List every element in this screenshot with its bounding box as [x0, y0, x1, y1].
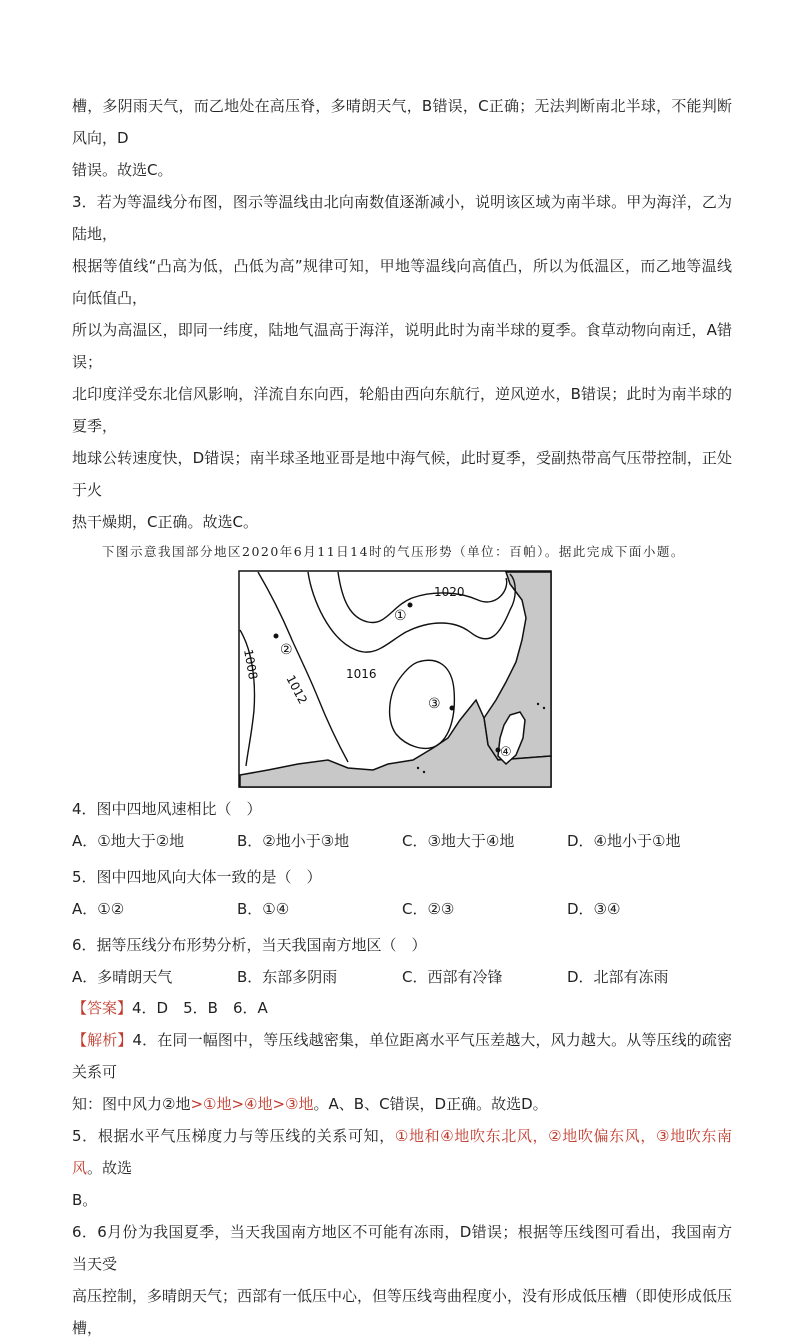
analysis-4-text-2a: 知：图中风力②地 [72, 1095, 191, 1113]
question-5-options [72, 894, 732, 924]
analysis-5-text-a: 5．根据水平气压梯度力与等压线的关系可知， [72, 1127, 395, 1145]
analysis-3-line-2: 根据等值线“凸高为低，凸低为高”规律可知，甲地等温线向高值凸，所以为低温区，而乙地等温线向低值凸， [72, 257, 732, 307]
analysis-4-line-1 [72, 1024, 732, 1088]
q6-option-d: D．北部有冻雨 [567, 968, 669, 986]
q4-option-a: A．①地大于②地 [72, 832, 185, 850]
q4-option-b: B．②地小于③地 [237, 832, 350, 850]
q6-option-b: B．东部多阴雨 [237, 968, 338, 986]
q5-option-a: A．①② [72, 900, 125, 918]
question-4-stem: 4．图中四地风速相比（ ） [72, 800, 262, 818]
answer-line [72, 992, 732, 1024]
analysis-tag: 【解析】 [72, 1031, 133, 1049]
question-4-options [72, 826, 732, 856]
point-2-label: ② [280, 642, 293, 658]
prev-analysis-line-1: 槽，多阴雨天气，而乙地处在高压脊，多晴朗天气，B错误，C正确；无法判断南北半球，不能判断风向，D [72, 97, 732, 147]
analysis-5-text-c: 。故选 [87, 1159, 133, 1177]
prev-analysis-line-2: 错误。故选C。 [72, 161, 173, 179]
point-3-label: ③ [428, 696, 441, 712]
analysis-3-line-3: 所以为高温区，即同一纬度，陆地气温高于海洋，说明此时为南半球的夏季。食草动物向南迁，A错误； [72, 321, 732, 371]
analysis-4-line-2 [72, 1088, 732, 1120]
analysis-6-line-1: 6．6月份为我国夏季，当天我国南方地区不可能有冻雨，D错误；根据等压线图可看出，我国南方当天受 [72, 1223, 732, 1273]
question-6-stem: 6．据等压线分布形势分析，当天我国南方地区（ ） [72, 936, 427, 954]
point-3-dot [450, 706, 455, 711]
q6-option-c: C．西部有冷锋 [402, 968, 503, 986]
q5-option-c: C．②③ [402, 900, 455, 918]
pressure-map [238, 570, 552, 788]
isobar-map-svg [238, 570, 552, 788]
isobar-label-1012: 1012 [283, 672, 311, 707]
analysis-4-text-2c: 。A、B、C错误，D正确。故选D。 [313, 1095, 548, 1113]
analysis-3-line-4: 北印度洋受东北信风影响，洋流自东向西，轮船由西向东航行，逆风逆水，B错误；此时为南半球的夏季， [72, 385, 732, 435]
document-page [72, 90, 732, 1344]
q5-option-d: D．③④ [567, 900, 621, 918]
isobar-label-1008: 1008 [241, 648, 261, 681]
analysis-3-line-5: 地球公转速度快，D错误；南半球圣地亚哥是地中海气候，此时夏季，受副热带高气压带控制，正处于火 [72, 449, 732, 499]
analysis-4-text-1: 4．在同一幅图中，等压线越密集，单位距离水平气压差越大，风力越大。从等压线的疏密关系可 [72, 1031, 732, 1081]
analysis-4-text-2b: >①地>④地>③地 [190, 1095, 314, 1113]
q6-option-a: A．多晴朗天气 [72, 968, 173, 986]
point-1-label: ① [394, 608, 407, 624]
figure-caption: 下图示意我国部分地区2020年6月11日14时的气压形势（单位：百帕）。据此完成下面小题。 [102, 544, 685, 559]
question-6-options [72, 962, 732, 992]
answer-tag: 【答案】 [72, 999, 133, 1017]
answer-text: 4．D 5．B 6．A [132, 999, 268, 1017]
isobar-label-1016: 1016 [346, 667, 377, 681]
isobar-label-1020: 1020 [434, 585, 465, 599]
point-4-label: ④ [500, 745, 512, 760]
q5-option-b: B．①④ [237, 900, 290, 918]
question-5-stem: 5．图中四地风向大体一致的是（ ） [72, 868, 322, 886]
analysis-3-line-1: 3．若为等温线分布图，图示等温线由北向南数值逐渐减小，说明该区域为南半球。甲为海洋，乙为陆地， [72, 193, 732, 243]
q4-option-c: C．③地大于④地 [402, 832, 515, 850]
analysis-5-line-2: B。 [72, 1191, 98, 1209]
analysis-5-line-1 [72, 1120, 732, 1184]
analysis-5-text-b: ①地和④地吹东北风，②地吹偏东风，③地吹东南风 [72, 1127, 732, 1177]
point-2-dot [274, 634, 279, 639]
analysis-3-line-6: 热干燥期，C正确。故选C。 [72, 513, 258, 531]
analysis-6-line-2: 高压控制，多晴朗天气；西部有一低压中心，但等压线弯曲程度小，没有形成低压槽（即使形成低压槽， [72, 1287, 733, 1337]
q4-option-d: D．④地小于①地 [567, 832, 681, 850]
point-1-dot [408, 603, 413, 608]
